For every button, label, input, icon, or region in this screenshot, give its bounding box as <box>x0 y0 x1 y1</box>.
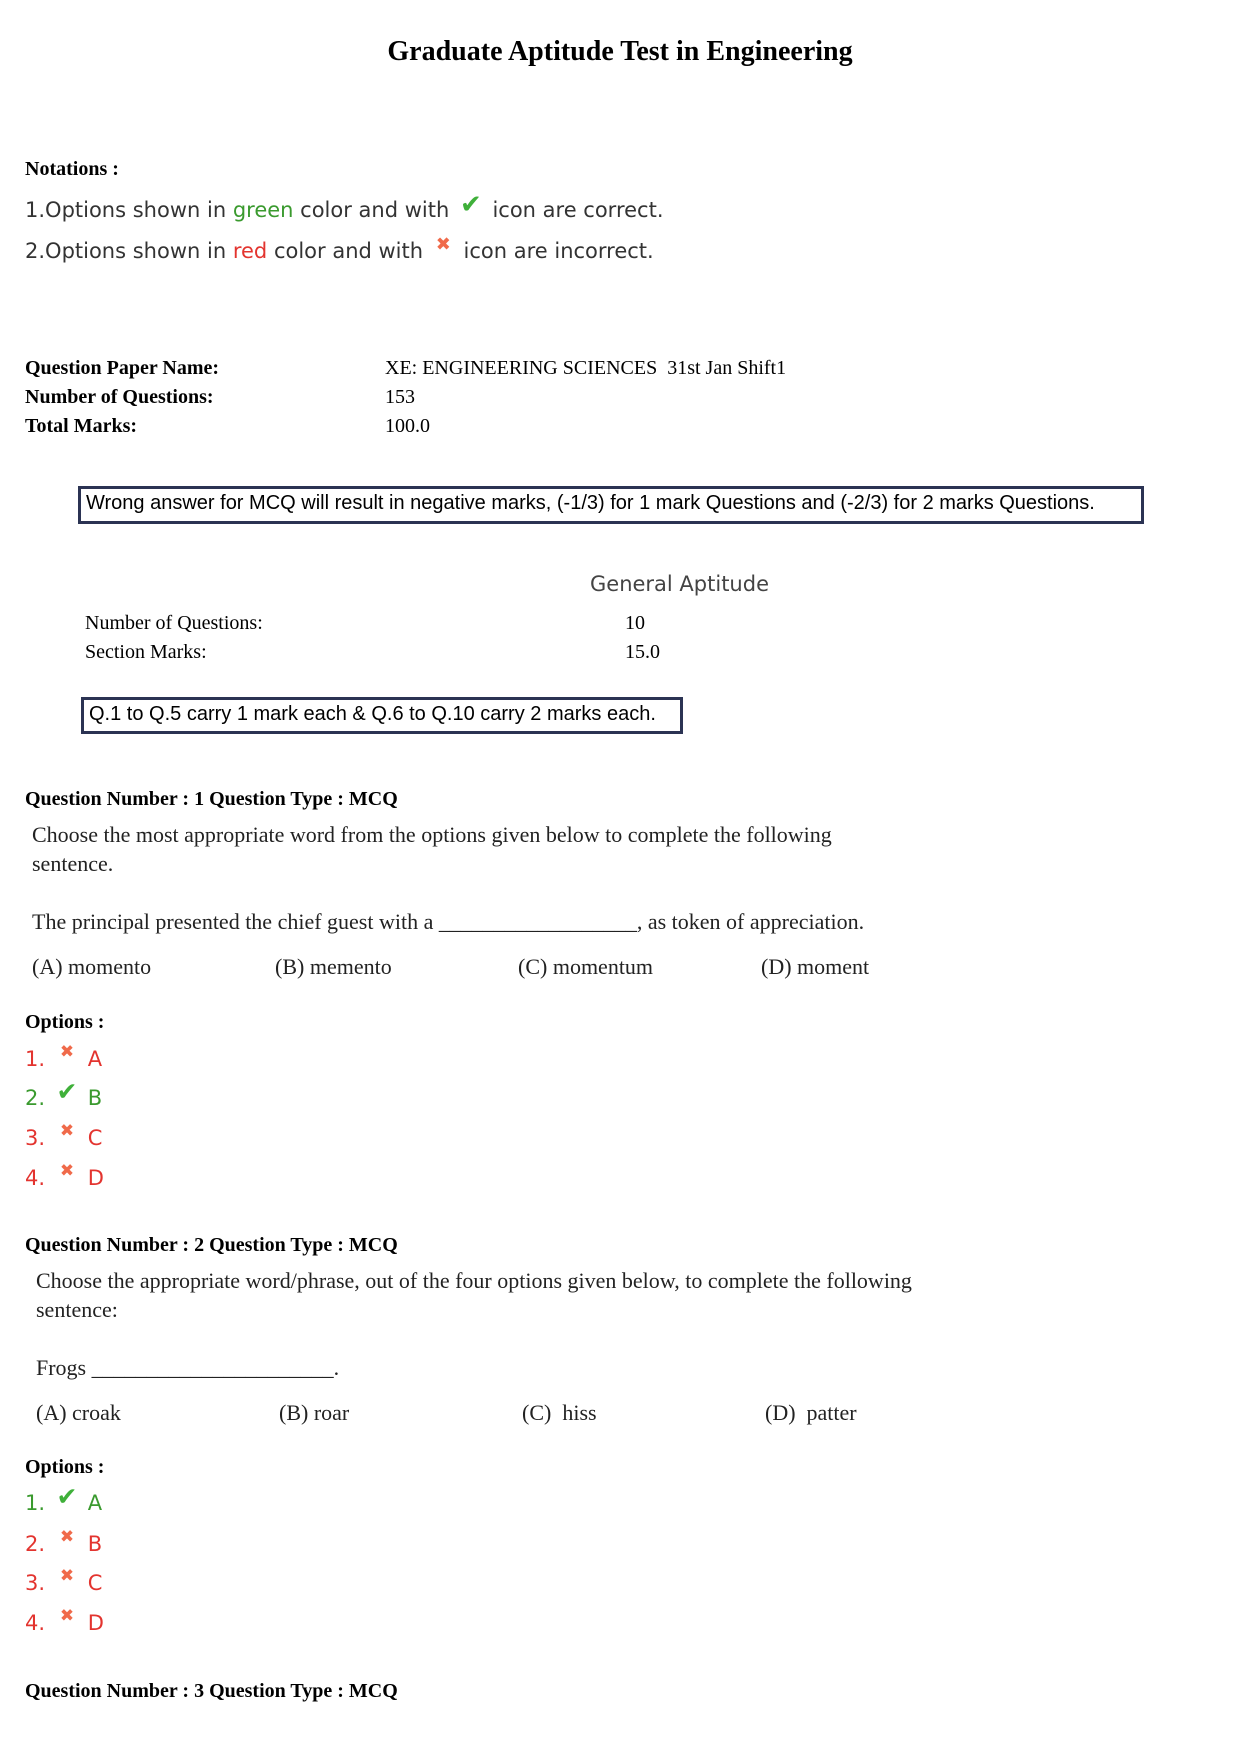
notation-text: 1.Options shown in <box>25 198 233 222</box>
option-item <box>25 1517 102 1557</box>
option-text: A <box>87 1491 103 1515</box>
section-info <box>85 609 660 667</box>
cross-icon: ✖ <box>59 1042 75 1062</box>
notations-heading: Notations : <box>25 158 119 180</box>
choice-a: (A) croak <box>36 1400 121 1425</box>
section-marks-value: 15.0 <box>625 641 660 663</box>
notation-text: color and with <box>267 239 430 263</box>
question-line: sentence. <box>32 851 114 876</box>
question-header: Question Number : 3 Question Type : MCQ <box>25 1680 398 1702</box>
paper-marks-row <box>25 412 786 441</box>
paper-marks-label: Total Marks: <box>25 415 138 437</box>
option-number: 1. <box>25 1491 46 1515</box>
section-questions-row <box>85 609 660 638</box>
paper-name-row <box>25 354 786 383</box>
question-line: Choose the appropriate word/phrase, out of the four options given below, to complete the following <box>36 1268 912 1293</box>
option-text: B <box>87 1532 103 1556</box>
option-item <box>25 1556 102 1596</box>
question-line: The principal presented the chief guest with a __________________, as token of appreciation. <box>32 909 865 934</box>
paper-questions-label: Number of Questions: <box>25 386 214 408</box>
choice-c: (C) hiss <box>522 1400 597 1425</box>
question-header: Question Number : 2 Question Type : MCQ <box>25 1234 398 1256</box>
cross-icon: ✖ <box>59 1566 75 1586</box>
negative-marking-note: Wrong answer for MCQ will result in negative marks, (-1/3) for 1 mark Questions and (-2/3) for 2 marks Questions. <box>78 486 1144 524</box>
choice-b: (B) roar <box>279 1400 350 1425</box>
paper-questions-row <box>25 383 786 412</box>
page-title: Graduate Aptitude Test in Engineering <box>387 36 853 67</box>
section-questions-value: 10 <box>625 612 645 634</box>
notation-text: color and with <box>293 198 456 222</box>
paper-meta <box>25 354 786 441</box>
question-choices <box>32 954 1004 980</box>
choice-a: (A) momento <box>32 954 152 979</box>
option-item <box>25 1477 102 1517</box>
question-choices <box>36 1400 1008 1426</box>
option-number: 4. <box>25 1166 46 1190</box>
cross-icon: ✖ <box>59 1161 75 1181</box>
option-text: C <box>87 1126 103 1150</box>
option-text: C <box>87 1571 103 1595</box>
option-number: 1. <box>25 1047 46 1071</box>
notation-incorrect <box>25 225 664 265</box>
notation-color-word: red <box>232 239 268 263</box>
option-text: B <box>87 1086 103 1110</box>
option-item <box>25 1151 104 1191</box>
option-text: D <box>87 1166 104 1190</box>
option-item <box>25 1032 102 1072</box>
cross-icon: ✖ <box>59 1527 75 1547</box>
option-text: D <box>87 1611 104 1635</box>
paper-questions-value: 153 <box>385 386 415 408</box>
notation-text: 2.Options shown in <box>25 239 233 263</box>
option-item <box>25 1596 104 1636</box>
question-text <box>36 1266 912 1382</box>
check-icon: ✔ <box>56 1482 78 1511</box>
options-heading: Options : <box>25 1456 105 1478</box>
paper-name-label: Question Paper Name: <box>25 357 220 379</box>
section-marks-row <box>85 638 660 667</box>
check-icon: ✔ <box>459 190 482 220</box>
section-title: General Aptitude <box>590 572 769 596</box>
notation-text: icon are incorrect. <box>456 239 654 263</box>
check-icon: ✔ <box>56 1077 78 1106</box>
notation-color-word: green <box>232 198 294 222</box>
choice-c: (C) momentum <box>518 954 654 979</box>
section-marks-note: Q.1 to Q.5 carry 1 mark each & Q.6 to Q.10 carry 2 marks each. <box>81 697 683 734</box>
option-number: 2. <box>25 1086 46 1110</box>
paper-marks-value: 100.0 <box>385 415 430 437</box>
option-number: 3. <box>25 1126 46 1150</box>
question-header: Question Number : 1 Question Type : MCQ <box>25 788 398 810</box>
option-number: 3. <box>25 1571 46 1595</box>
notations <box>25 158 664 265</box>
choice-b: (B) memento <box>275 954 392 979</box>
choice-d: (D) patter <box>765 1400 857 1425</box>
question-line: Frogs ______________________. <box>36 1355 340 1380</box>
option-item <box>25 1072 102 1112</box>
paper-name-value: XE: ENGINEERING SCIENCES 31st Jan Shift1 <box>385 357 787 379</box>
option-number: 4. <box>25 1611 46 1635</box>
option-item <box>25 1111 102 1151</box>
option-text: A <box>87 1047 103 1071</box>
question-text <box>32 820 864 936</box>
cross-icon: ✖ <box>435 234 451 255</box>
options-heading: Options : <box>25 1011 105 1033</box>
section-marks-label: Section Marks: <box>85 641 207 663</box>
notation-correct <box>25 185 664 225</box>
choice-d: (D) moment <box>761 954 870 979</box>
cross-icon: ✖ <box>59 1606 75 1626</box>
notation-text: icon are correct. <box>485 198 664 222</box>
cross-icon: ✖ <box>59 1121 75 1141</box>
section-questions-label: Number of Questions: <box>85 612 263 634</box>
option-number: 2. <box>25 1532 46 1556</box>
question-line: sentence: <box>36 1297 118 1322</box>
question-line: Choose the most appropriate word from the options given below to complete the following <box>32 822 832 847</box>
